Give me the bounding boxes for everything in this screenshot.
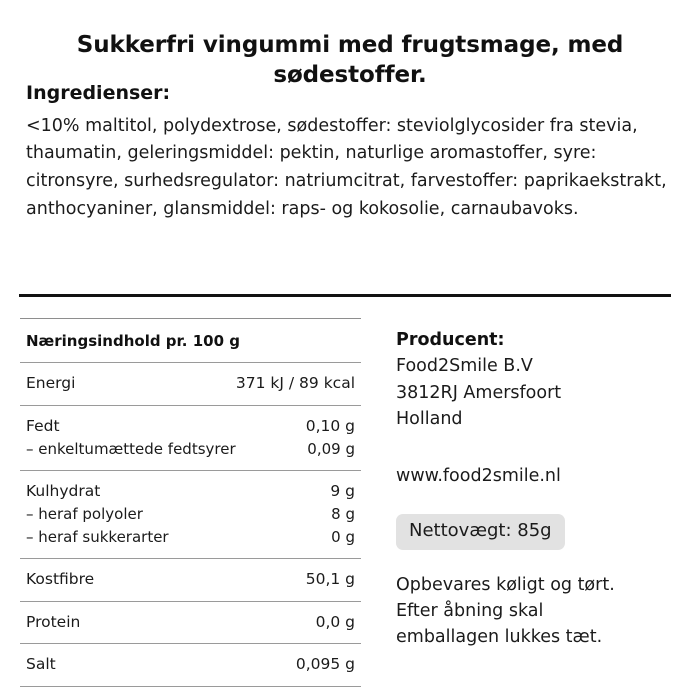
ingredients-heading: Ingredienser:	[26, 82, 171, 104]
storage-line-3: emballagen lukkes tæt.	[396, 627, 603, 648]
nutrient-row	[26, 415, 355, 439]
nutrient-row	[26, 653, 355, 677]
nutrient-label: – heraf polyoler	[26, 505, 143, 524]
nutrient-subrow	[26, 526, 355, 549]
net-weight-badge: Nettovægt: 85g	[396, 514, 565, 549]
nutrition-table-header: Næringsindhold pr. 100 g	[26, 332, 240, 350]
storage-line-2: Efter åbning skal	[396, 601, 544, 622]
nutrient-label: Fedt	[26, 416, 60, 435]
nutrient-value: 0,10 g	[305, 416, 355, 435]
producer-website: www.food2smile.nl	[396, 466, 561, 487]
table-row	[20, 644, 361, 686]
storage-instructions	[396, 572, 686, 651]
table-row	[20, 406, 361, 470]
producer-country: Holland	[396, 408, 463, 429]
section-divider	[19, 294, 671, 297]
nutrient-label: Protein	[26, 612, 81, 631]
nutrient-row	[26, 568, 355, 592]
nutrient-subrow	[26, 438, 355, 461]
producer-heading: Producent:	[396, 330, 505, 350]
table-row	[20, 363, 361, 405]
storage-line-1: Opbevares køligt og tørt.	[396, 574, 615, 595]
nutrient-value: 0 g	[331, 528, 355, 547]
table-row	[20, 471, 361, 558]
nutrient-row	[26, 480, 355, 504]
table-row	[20, 602, 361, 644]
nutrient-value: 50,1 g	[305, 570, 355, 589]
table-bottom-rule	[20, 686, 361, 687]
producer-postal-city: 3812RJ Amersfoort	[396, 382, 562, 403]
nutrition-table	[20, 318, 361, 687]
nutrient-label: Salt	[26, 655, 56, 674]
nutrient-value: 8 g	[331, 505, 355, 524]
nutrient-value: 0,0 g	[315, 612, 355, 631]
nutrient-label: Kostfibre	[26, 570, 95, 589]
producer-company: Food2Smile B.V	[396, 356, 533, 377]
nutrient-value: 371 kJ / 89 kcal	[235, 374, 355, 392]
nutrient-label: – heraf sukkerarter	[26, 528, 169, 547]
nutrient-value: 0,09 g	[307, 440, 355, 459]
ingredients-text: <10% maltitol, polydextrose, sødestoffer: steviolglycosider fra stevia, thaumatin, geleringsmiddel: pektin, naturlige aromastoffer, syre: citronsyre, surhedsregulator: natriumcitrat, farvestoffer: paprikaekstrakt, anthocyaniner, glansmiddel: raps- og kokosolie, carnaubavoks.	[26, 115, 667, 219]
nutrient-subrow	[26, 503, 355, 526]
ingredients-section	[26, 82, 674, 223]
nutrient-label: – enkeltumættede fedtsyrer	[26, 440, 236, 459]
producer-section	[396, 328, 686, 651]
nutrient-label: Energi	[26, 374, 76, 392]
nutrient-row	[26, 611, 355, 635]
table-row	[20, 559, 361, 601]
nutrient-row	[26, 372, 355, 396]
nutrient-value: 9 g	[330, 481, 355, 500]
nutrient-value: 0,095 g	[295, 655, 355, 674]
nutrition-rows-container	[20, 362, 361, 687]
page-title: Sukkerfri vingummi med frugtsmage, med sødestoffer.	[76, 32, 624, 89]
nutrient-label: Kulhydrat	[26, 481, 101, 500]
